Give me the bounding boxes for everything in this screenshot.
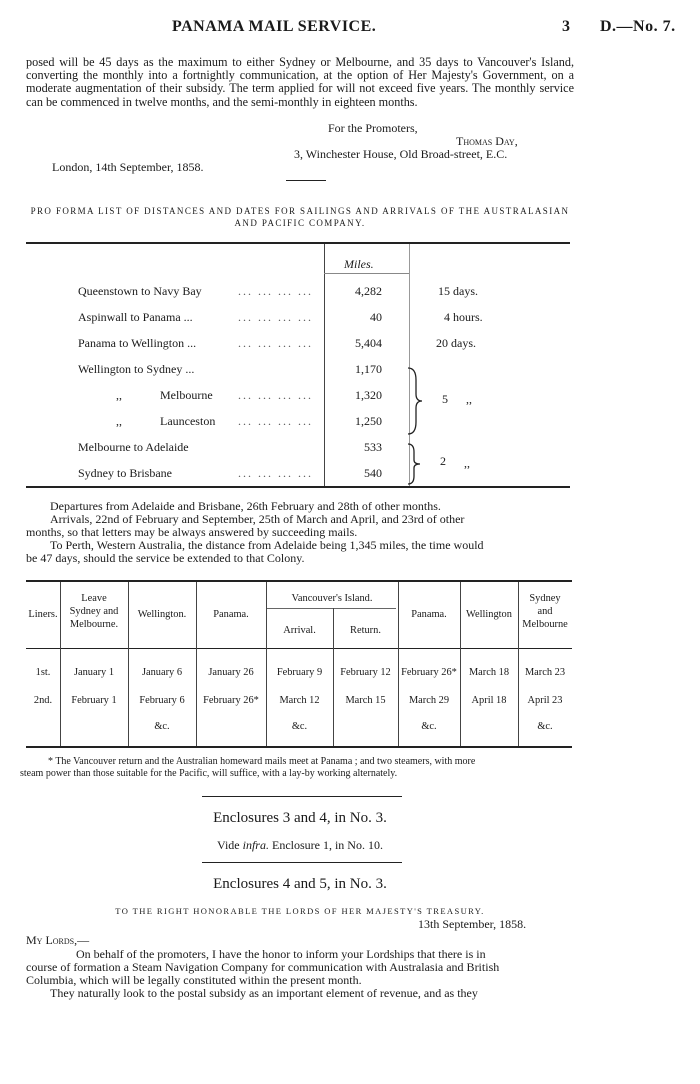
header-wellington-2: Wellington (466, 609, 512, 620)
leader-dots: ... ... ... ... (238, 414, 313, 428)
notes-line: be 47 days, should the service be extended to that Colony. (26, 551, 305, 565)
header-title: PANAMA MAIL SERVICE. (172, 18, 377, 35)
intro-paragraph: posed will be 45 days as the maximum to either Sydney or Melbourne, and 35 days to Vancouver's Island, converting the monthly into a fortnightly communication, at the option of Her Majesty's Government, on a moderate augmentation of their subsidy. The term applied for will not exceed five years. The monthly service can be commenced in twelve months, and the semi-monthly in eighteen months. (26, 55, 574, 109)
letter-body-line: course of formation a Steam Navigation Company for communication with Australasia and British (26, 960, 500, 974)
signature-for-line: For the Promoters, (328, 121, 418, 135)
header-panama-2: Panama. (411, 609, 447, 620)
table-cell: &c. (537, 721, 553, 732)
header-arrival: Arrival. (283, 625, 316, 636)
route-name: Wellington to Sydney ... (78, 362, 195, 376)
duration-value: 4 hours. (444, 310, 483, 324)
distance-row (26, 466, 570, 486)
table-cell: April 18 (471, 695, 507, 706)
group-duration: 2 (440, 454, 446, 468)
header-panama: Panama. (213, 609, 249, 620)
footnote-line: steam power than those suitable for the Pacific, will suffice, with a lay-by working alternately. (20, 768, 398, 779)
table-cell: February 26* (203, 695, 259, 706)
table-cell: February 1 (71, 695, 117, 706)
section-divider (202, 862, 402, 863)
signature-name: Thomas Day, (456, 134, 518, 148)
enclosures-a-reference: Vide infra. Enclosure 1, in No. 10. (217, 838, 383, 852)
distances-heading-line2: AND PACIFIC COMPANY. (234, 218, 366, 228)
route-name: Sydney to Brisbane (78, 466, 172, 480)
document-reference: D.—No. 7. (600, 18, 676, 35)
short-divider (286, 180, 326, 181)
brace-icon (404, 442, 424, 486)
miles-value: 533 (364, 440, 382, 454)
signature-place-date: London, 14th September, 1858. (52, 160, 204, 174)
distances-heading-line1: PRO FORMA LIST OF DISTANCES AND DATES FOR SAILINGS AND ARRIVALS OF THE AUSTRALASIAN (30, 206, 570, 216)
table-cell: February 6 (139, 695, 185, 706)
distance-row (26, 414, 570, 434)
header-return: Return. (350, 625, 381, 636)
table-cell: March 29 (408, 695, 450, 706)
letter-addressee: TO THE RIGHT HONORABLE THE LORDS OF HER MAJESTY'S TREASURY. (115, 906, 485, 916)
leader-dots: ... ... ... ... (238, 466, 313, 480)
table-cell: April 23 (527, 695, 563, 706)
header-sydney-melbourne: Sydney and Melbourne (522, 593, 568, 630)
letter-body-line: On behalf of the promoters, I have the honor to inform your Lordships that there is in (76, 947, 486, 961)
miles-value: 1,170 (355, 362, 382, 376)
route-name: Panama to Wellington ... (78, 336, 197, 350)
table-cell: 1st. (35, 667, 51, 678)
leader-dots: ... ... ... ... (238, 310, 313, 324)
table-cell: 2nd. (33, 695, 53, 706)
table-cell: January 1 (73, 667, 115, 678)
group-duration: 5 (442, 392, 448, 406)
route-name: Launceston (160, 414, 216, 428)
route-name: Queenstown to Navy Bay (78, 284, 202, 298)
footnote-line: * The Vancouver return and the Australian homeward mails meet at Panama ; and two steamers, with more (48, 756, 476, 767)
header-wellington: Wellington. (137, 609, 187, 620)
distance-row (26, 310, 570, 330)
header-vancouver: Vancouver's Island. (291, 593, 373, 604)
distance-row (26, 388, 570, 408)
enclosures-a-title: Enclosures 3 and 4, in No. 3. (213, 810, 387, 826)
route-name: Melbourne (160, 388, 213, 402)
ditto-mark: ,, (116, 388, 122, 402)
section-divider (202, 796, 402, 797)
route-name: Melbourne to Adelaide (78, 440, 189, 454)
table-cell: &c. (154, 721, 170, 732)
miles-value: 40 (370, 310, 382, 324)
table-cell: March 15 (345, 695, 386, 706)
ditto-mark: ,, (464, 456, 470, 470)
table-cell: January 6 (141, 667, 183, 678)
leader-dots: ... ... ... ... (238, 388, 313, 402)
header-leave: Leave Sydney and Melbourne. (69, 593, 119, 630)
table-cell: February 26* (401, 667, 457, 678)
header-liners: Liners. (28, 609, 58, 620)
miles-value: 540 (364, 466, 382, 480)
letter-body-line: They naturally look to the postal subsidy as an important element of revenue, and as they (50, 986, 478, 1000)
signature-address: 3, Winchester House, Old Broad-street, E.C. (294, 147, 508, 161)
notes-line: To Perth, Western Australia, the distance from Adelaide being 1,345 miles, the time would (50, 538, 484, 552)
table-cell: February 9 (276, 667, 323, 678)
table-cell: March 18 (468, 667, 510, 678)
enclosures-b-title: Enclosures 4 and 5, in No. 3. (213, 876, 387, 892)
table-cell: February 12 (340, 667, 391, 678)
distance-row (26, 362, 570, 382)
letter-date: 13th September, 1858. (418, 917, 527, 931)
miles-value: 5,404 (355, 336, 382, 350)
notes-line: Departures from Adelaide and Brisbane, 26th February and 28th of other months. (50, 499, 441, 513)
table-cell: March 12 (279, 695, 320, 706)
notes-line: months, so that letters may be always answered by succeeding mails. (26, 525, 358, 539)
notes-line: Arrivals, 22nd of February and September, 25th of March and April, and 23rd of other (50, 512, 465, 526)
duration-value: 15 days. (438, 284, 478, 298)
brace-icon (404, 366, 424, 436)
miles-value: 1,250 (355, 414, 382, 428)
miles-value: 1,320 (355, 388, 382, 402)
ditto-mark: ,, (116, 414, 122, 428)
distance-row (26, 284, 570, 304)
table-cell: &c. (291, 721, 308, 732)
page-number: 3 (562, 18, 571, 35)
duration-value: 20 days. (436, 336, 476, 350)
page-header (0, 18, 700, 38)
route-name: Aspinwall to Panama ... (78, 310, 193, 324)
distance-row (26, 336, 570, 356)
distances-table (26, 242, 570, 488)
table-cell: &c. (421, 721, 437, 732)
distance-row (26, 440, 570, 460)
table-cell: January 26 (208, 667, 254, 678)
letter-salutation: My Lords,— (26, 933, 90, 947)
leader-dots: ... ... ... ... (238, 284, 313, 298)
table-cell: March 23 (524, 667, 566, 678)
letter-body-line: Columbia, which will be legally constituted within the present month. (26, 973, 362, 987)
ditto-mark: ,, (466, 392, 472, 406)
miles-value: 4,282 (355, 284, 382, 298)
leader-dots: ... ... ... ... (238, 336, 313, 350)
miles-header: Miles. (344, 257, 374, 271)
